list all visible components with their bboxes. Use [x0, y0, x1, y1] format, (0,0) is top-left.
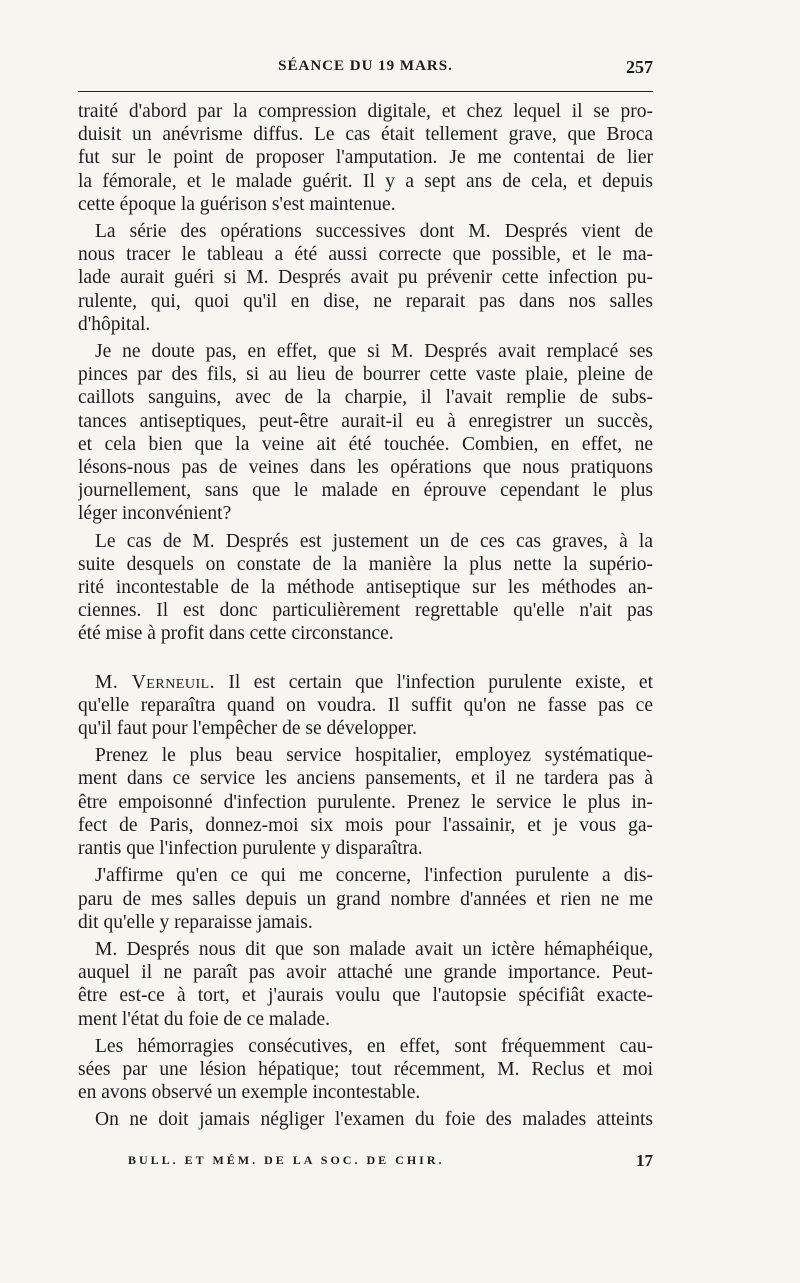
text-line: qu'il faut pour l'empêcher de se développer. [78, 718, 417, 740]
speaker-text: Il est certain que l'infection purulente existe, et [228, 671, 653, 693]
text-line: J'affirme qu'en ce qui me concerne, l'infection purulente a dis- [95, 865, 653, 887]
body-text [78, 100, 653, 1132]
text-line: pinces par des fils, si au lieu de bourrer cette vaste plaie, pleine de [78, 364, 653, 386]
header-rule [78, 91, 653, 92]
paragraph [78, 938, 653, 1031]
text-line [78, 671, 653, 694]
page-number: 257 [626, 57, 653, 77]
text-line: rantis que l'infection purulente y disparaîtra. [78, 838, 423, 860]
text-line: ciennes. Il est donc particulièrement regrettable qu'elle n'ait pas [78, 600, 653, 622]
text-line: On ne doit jamais négliger l'examen du foie des malades atteints [95, 1109, 653, 1131]
text-line: tances antiseptiques, peut-être aurait-il eu à enregistrer un succès, [78, 410, 653, 432]
text-line: fut sur le point de proposer l'amputation. Je me contentai de lier [78, 147, 653, 169]
text-line: lade aurait guéri si M. Després avait pu prévenir cette infection pu- [78, 267, 653, 289]
text-line: dit qu'elle y reparaisse jamais. [78, 911, 313, 933]
running-head [78, 58, 653, 84]
paragraph [78, 1035, 653, 1105]
text-line: traité d'abord par la compression digitale, et chez lequel il se pro- [78, 101, 653, 122]
text-line: paru de mes salles depuis un grand nombre d'années et rien ne me [78, 888, 653, 910]
sheet-number: 17 [636, 1151, 653, 1170]
text-line: léger inconvénient? [78, 503, 232, 525]
paragraph [78, 1108, 653, 1131]
text-line: rité incontestable de la méthode antiseptique sur les méthodes an- [78, 577, 653, 599]
text-line: fect de Paris, donnez-moi six mois pour l'assainir, et je vous ga- [78, 814, 653, 836]
signature-footer [78, 1151, 653, 1173]
text-line: être empoisonné d'infection purulente. Prenez le service le plus in- [78, 791, 653, 813]
text-line: et cela bien que la veine ait été touchée. Combien, en effet, ne [78, 433, 653, 455]
text-line: caillots sanguins, avec de la charpie, il l'avait remplie de subs- [78, 387, 653, 409]
speaker-name: M. Verneuil. [95, 671, 216, 693]
text-line: duisit un anévrisme diffus. Le cas était tellement grave, que Broca [78, 124, 653, 146]
text-line: lésons-nous pas de veines dans les opérations que nous pratiquons [78, 457, 653, 479]
text-line: rulente, qui, quoi qu'il en dise, ne reparait pas dans nos salles [78, 290, 653, 312]
text-line: été mise à profit dans cette circonstance. [78, 623, 394, 645]
text-line: ment dans ce service les anciens pansements, et il ne tardera pas à [78, 768, 653, 790]
text-line: ment l'état du foie de ce malade. [78, 1008, 331, 1030]
text-line: La série des opérations successives dont M. Després vient de [95, 221, 653, 243]
text-line: Les hémorragies consécutives, en effet, sont fréquemment cau- [95, 1035, 653, 1057]
paragraph [78, 744, 653, 860]
printer-signature: BULL. ET MÉM. DE LA SOC. DE CHIR. [128, 1153, 445, 1167]
text-line: la fémorale, et le malade guérit. Il y a sept ans de cela, et depuis [78, 170, 653, 192]
text-line: suite desquels on constate de la manière la plus nette la supério- [78, 553, 653, 575]
paragraph-verneuil [78, 671, 653, 741]
text-line: Je ne doute pas, en effet, que si M. Després avait remplacé ses [95, 341, 653, 363]
paragraph [78, 530, 653, 646]
running-title: SÉANCE DU 19 MARS. [278, 58, 453, 74]
paragraph [78, 340, 653, 526]
text-line: cette époque la guérison s'est maintenue. [78, 193, 396, 215]
text-line: nous tracer le tableau a été aussi correcte que possible, et le ma- [78, 244, 653, 266]
text-line: journellement, sans que le malade en éprouve cependant le plus [78, 480, 653, 502]
text-line: Le cas de M. Després est justement un de ces cas graves, à la [95, 530, 653, 552]
text-line: en avons observé un exemple incontestable. [78, 1082, 421, 1104]
text-line: sées par une lésion hépatique; tout récemment, M. Reclus et moi [78, 1058, 653, 1080]
text-line: qu'elle reparaîtra quand on voudra. Il suffit qu'on ne fasse pas ce [78, 694, 653, 716]
text-line: être est-ce à tort, et j'aurais voulu que l'autopsie spécifiât exacte- [78, 985, 653, 1007]
text-line: Prenez le plus beau service hospitalier, employez systématique- [95, 745, 653, 767]
text-line: M. Després nous dit que son malade avait un ictère hémaphéique, [95, 938, 653, 960]
text-line: d'hôpital. [78, 313, 151, 335]
paragraph [78, 100, 653, 216]
paragraph [78, 220, 653, 336]
paragraph [78, 864, 653, 934]
text-line: auquel il ne paraît pas avoir attaché une grande importance. Peut- [78, 962, 653, 984]
